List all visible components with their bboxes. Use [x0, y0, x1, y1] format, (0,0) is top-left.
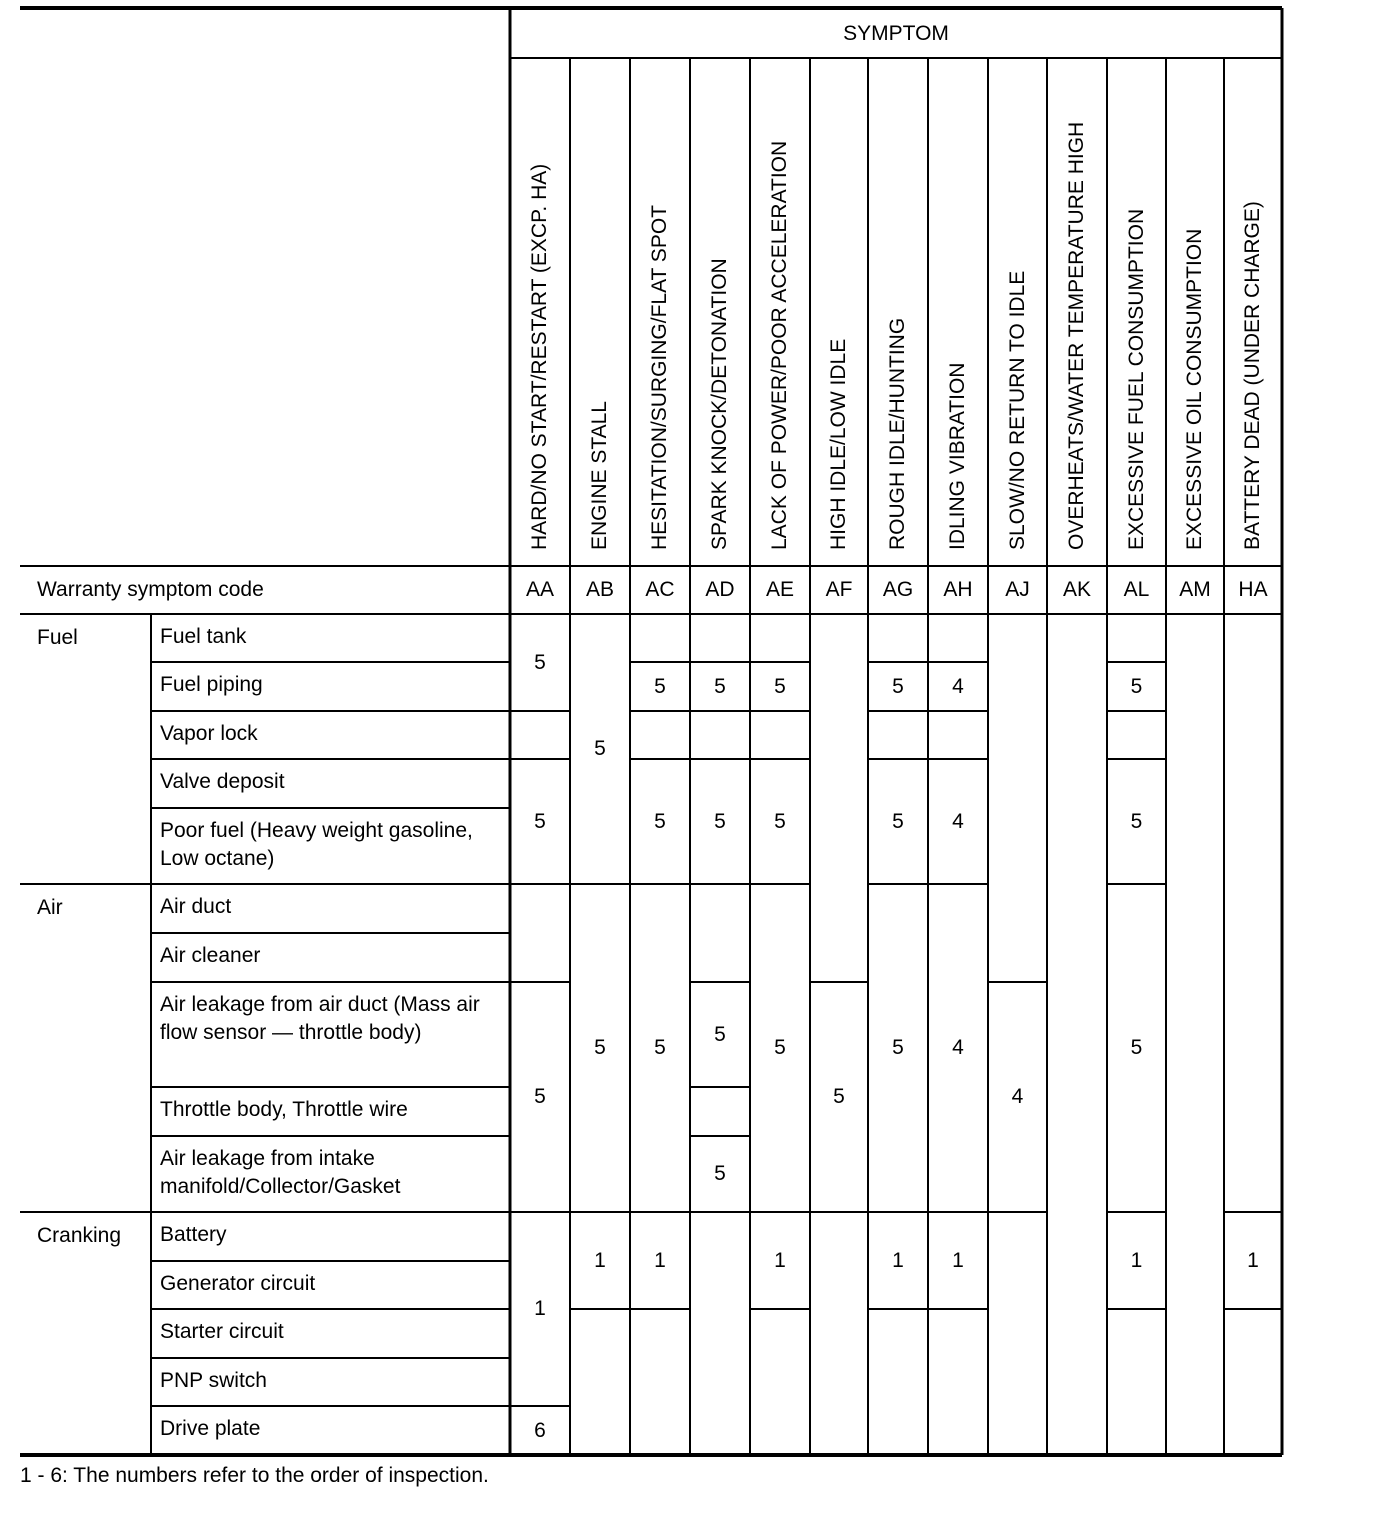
group-label: Cranking	[37, 1224, 122, 1247]
symptom-code: AA	[525, 578, 555, 601]
item-label: Air leakage from air duct (Mass air flow sensor — throttle body)	[160, 993, 480, 1044]
item-label: Battery	[160, 1223, 227, 1246]
symptom-code: HA	[1238, 578, 1268, 601]
item-label: Fuel piping	[160, 673, 263, 696]
symptom-column-header: SLOW/NO RETURN TO IDLE	[1005, 270, 1029, 550]
symptom-code: AC	[645, 578, 675, 601]
symptom-column-header: OVERHEATS/WATER TEMPERATURE HIGH	[1065, 121, 1088, 550]
symptom-column-header: EXCESSIVE FUEL CONSUMPTION	[1124, 208, 1148, 550]
group-label: Air	[37, 896, 63, 919]
symptom-code: AM	[1179, 578, 1211, 601]
symptom-column-header: EXCESSIVE OIL CONSUMPTION	[1183, 228, 1206, 550]
symptom-column-header: HIGH IDLE/LOW IDLE	[827, 338, 850, 550]
symptom-code: AE	[765, 578, 795, 601]
cell-value: 5	[654, 809, 666, 833]
cell-value: 5	[892, 1036, 904, 1059]
cell-value: 5	[534, 1085, 546, 1108]
group-label: Fuel	[37, 626, 78, 649]
symptom-code: AB	[585, 578, 615, 601]
cell-value: 1	[952, 1248, 964, 1272]
item-label: Air cleaner	[160, 944, 261, 967]
cell-value: 5	[654, 674, 666, 698]
symptom-column-header: BATTERY DEAD (UNDER CHARGE)	[1241, 201, 1264, 550]
cell-value: 5	[534, 650, 546, 674]
item-label: Valve deposit	[160, 770, 285, 793]
cell-value: 5	[714, 1162, 726, 1185]
symptom-code: AD	[705, 578, 735, 601]
cell-value: 5	[774, 1036, 786, 1059]
symptom-code: AJ	[1005, 578, 1030, 601]
cell-value: 5	[774, 674, 786, 698]
item-label: PNP switch	[160, 1369, 267, 1392]
cell-value: 5	[774, 809, 786, 833]
cell-value: 4	[952, 1036, 964, 1059]
cell-value: 1	[774, 1248, 786, 1272]
cell-value: 5	[1130, 674, 1143, 698]
symptom-code: AK	[1062, 578, 1092, 601]
symptom-heading: SYMPTOM	[843, 22, 949, 45]
item-label: Fuel tank	[160, 625, 247, 648]
cell-value: 1	[1130, 1248, 1143, 1272]
item-label: Air leakage from intake manifold/Collector/Gasket	[160, 1147, 401, 1198]
footnote: 1 - 6: The numbers refer to the order of inspection.	[20, 1464, 489, 1487]
cell-value: 4	[952, 674, 964, 698]
cell-value: 1	[1247, 1248, 1259, 1272]
symptom-column-header: HESITATION/SURGING/FLAT SPOT	[648, 205, 671, 550]
cell-value: 5	[714, 1022, 726, 1046]
symptom-column-header: LACK OF POWER/POOR ACCELERATION	[768, 140, 791, 550]
cell-value: 4	[1011, 1085, 1024, 1108]
symptom-code: AL	[1123, 578, 1150, 601]
cell-value: 1	[594, 1248, 606, 1272]
symptom-column-header: SPARK KNOCK/DETONATION	[708, 258, 731, 550]
cell-value: 5	[534, 809, 546, 833]
item-label: Drive plate	[160, 1417, 261, 1440]
symptom-column-header: IDLING VIBRATION	[946, 362, 969, 550]
cell-value: 1	[892, 1248, 904, 1272]
item-label: Generator circuit	[160, 1272, 316, 1295]
cell-value: 5	[594, 1036, 606, 1059]
cell-value: 5	[714, 674, 726, 698]
cell-value: 5	[833, 1085, 845, 1108]
cell-value: 5	[1130, 1036, 1143, 1059]
cell-value: 5	[714, 809, 726, 833]
cell-value: 5	[892, 674, 904, 698]
cell-value: 1	[534, 1297, 546, 1320]
symptom-code: AF	[825, 578, 853, 601]
item-label: Throttle body, Throttle wire	[160, 1098, 408, 1121]
cell-value: 4	[952, 809, 964, 833]
item-label: Poor fuel (Heavy weight gasoline, Low octane)	[160, 819, 473, 870]
cell-value: 5	[594, 737, 606, 760]
cell-value: 6	[534, 1418, 546, 1442]
item-label: Vapor lock	[160, 722, 258, 745]
item-label: Starter circuit	[160, 1320, 284, 1343]
cell-value: 5	[654, 1036, 666, 1059]
symptom-code: AH	[943, 578, 973, 601]
item-label: Air duct	[160, 895, 232, 918]
symptom-code: AG	[882, 578, 914, 601]
cell-value: 1	[654, 1248, 666, 1272]
cell-value: 5	[1130, 809, 1143, 833]
symptom-column-header: ENGINE STALL	[588, 401, 611, 550]
symptom-column-header: ROUGH IDLE/HUNTING	[886, 317, 909, 550]
warranty-symptom-code-label: Warranty symptom code	[37, 578, 264, 601]
symptom-column-header: HARD/NO START/RESTART (EXCP. HA)	[528, 163, 551, 550]
cell-value: 5	[892, 809, 904, 833]
